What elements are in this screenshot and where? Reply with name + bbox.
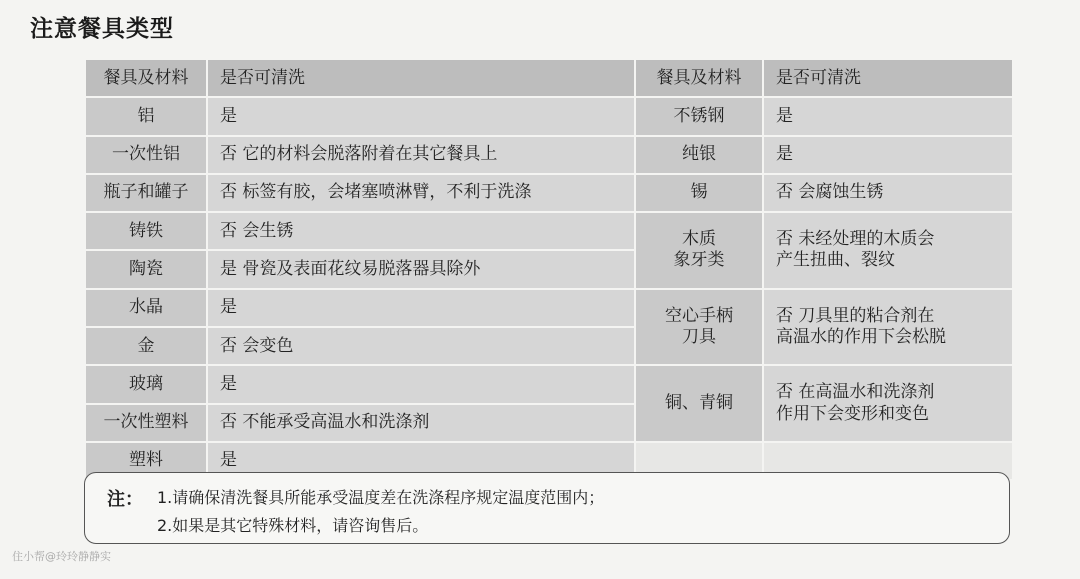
material-cell: 铜、青铜 <box>635 365 763 442</box>
washable-cell: 否 它的材料会脱落附着在其它餐具上 <box>207 136 635 174</box>
material-cell: 一次性塑料 <box>85 404 207 442</box>
table-row <box>85 289 1013 327</box>
material-cell: 水晶 <box>85 289 207 327</box>
material-cell: 陶瓷 <box>85 250 207 288</box>
material-cell: 锡 <box>635 174 763 212</box>
material-cell: 纯银 <box>635 136 763 174</box>
table-row <box>85 174 1013 212</box>
table-row <box>85 212 1013 250</box>
washable-cell: 是 <box>207 365 635 403</box>
table-row <box>85 97 1013 135</box>
material-cell: 铝 <box>85 97 207 135</box>
header-washable-left: 是否可清洗 <box>207 59 635 97</box>
page-title: 注意餐具类型 <box>30 16 174 42</box>
washable-cell: 否 刀具里的粘合剂在 高温水的作用下会松脱 <box>763 289 1013 366</box>
washable-cell: 否 会生锈 <box>207 212 635 250</box>
material-cell: 一次性铝 <box>85 136 207 174</box>
note-line-1: 1.请确保清洗餐具所能承受温度差在洗涤程序规定温度范围内； <box>157 488 605 507</box>
washable-cell: 否 会变色 <box>207 327 635 365</box>
header-washable-right: 是否可清洗 <box>763 59 1013 97</box>
material-cell: 瓶子和罐子 <box>85 174 207 212</box>
washable-cell: 是 <box>207 97 635 135</box>
header-material-left: 餐具及材料 <box>85 59 207 97</box>
washable-cell: 否 未经处理的木质会 产生扭曲、裂纹 <box>763 212 1013 289</box>
material-cell: 空心手柄 刀具 <box>635 289 763 366</box>
dishware-table <box>84 58 1014 481</box>
material-cell: 玻璃 <box>85 365 207 403</box>
washable-cell: 是 <box>207 442 635 480</box>
note-label: 注： <box>107 489 143 510</box>
note-line-2: 2.如果是其它特殊材料，请咨询售后。 <box>157 516 429 535</box>
table-row <box>85 136 1013 174</box>
table-header-row <box>85 59 1013 97</box>
washable-cell: 否 标签有胶，会堵塞喷淋臂，不利于洗涤 <box>207 174 635 212</box>
material-cell: 铸铁 <box>85 212 207 250</box>
washable-cell: 是 <box>763 136 1013 174</box>
material-cell: 木质 象牙类 <box>635 212 763 289</box>
washable-cell: 是 <box>763 97 1013 135</box>
washable-cell: 否 会腐蚀生锈 <box>763 174 1013 212</box>
washable-cell: 否 不能承受高温水和洗涤剂 <box>207 404 635 442</box>
material-cell: 不锈钢 <box>635 97 763 135</box>
washable-cell: 是 骨瓷及表面花纹易脱落器具除外 <box>207 250 635 288</box>
material-cell: 塑料 <box>85 442 207 480</box>
washable-cell: 否 在高温水和洗涤剂 作用下会变形和变色 <box>763 365 1013 442</box>
header-material-right: 餐具及材料 <box>635 59 763 97</box>
note-box <box>84 472 1010 544</box>
table-row <box>85 365 1013 403</box>
watermark: 住小帮@玲玲静静实 <box>12 550 111 563</box>
material-cell: 金 <box>85 327 207 365</box>
washable-cell: 是 <box>207 289 635 327</box>
